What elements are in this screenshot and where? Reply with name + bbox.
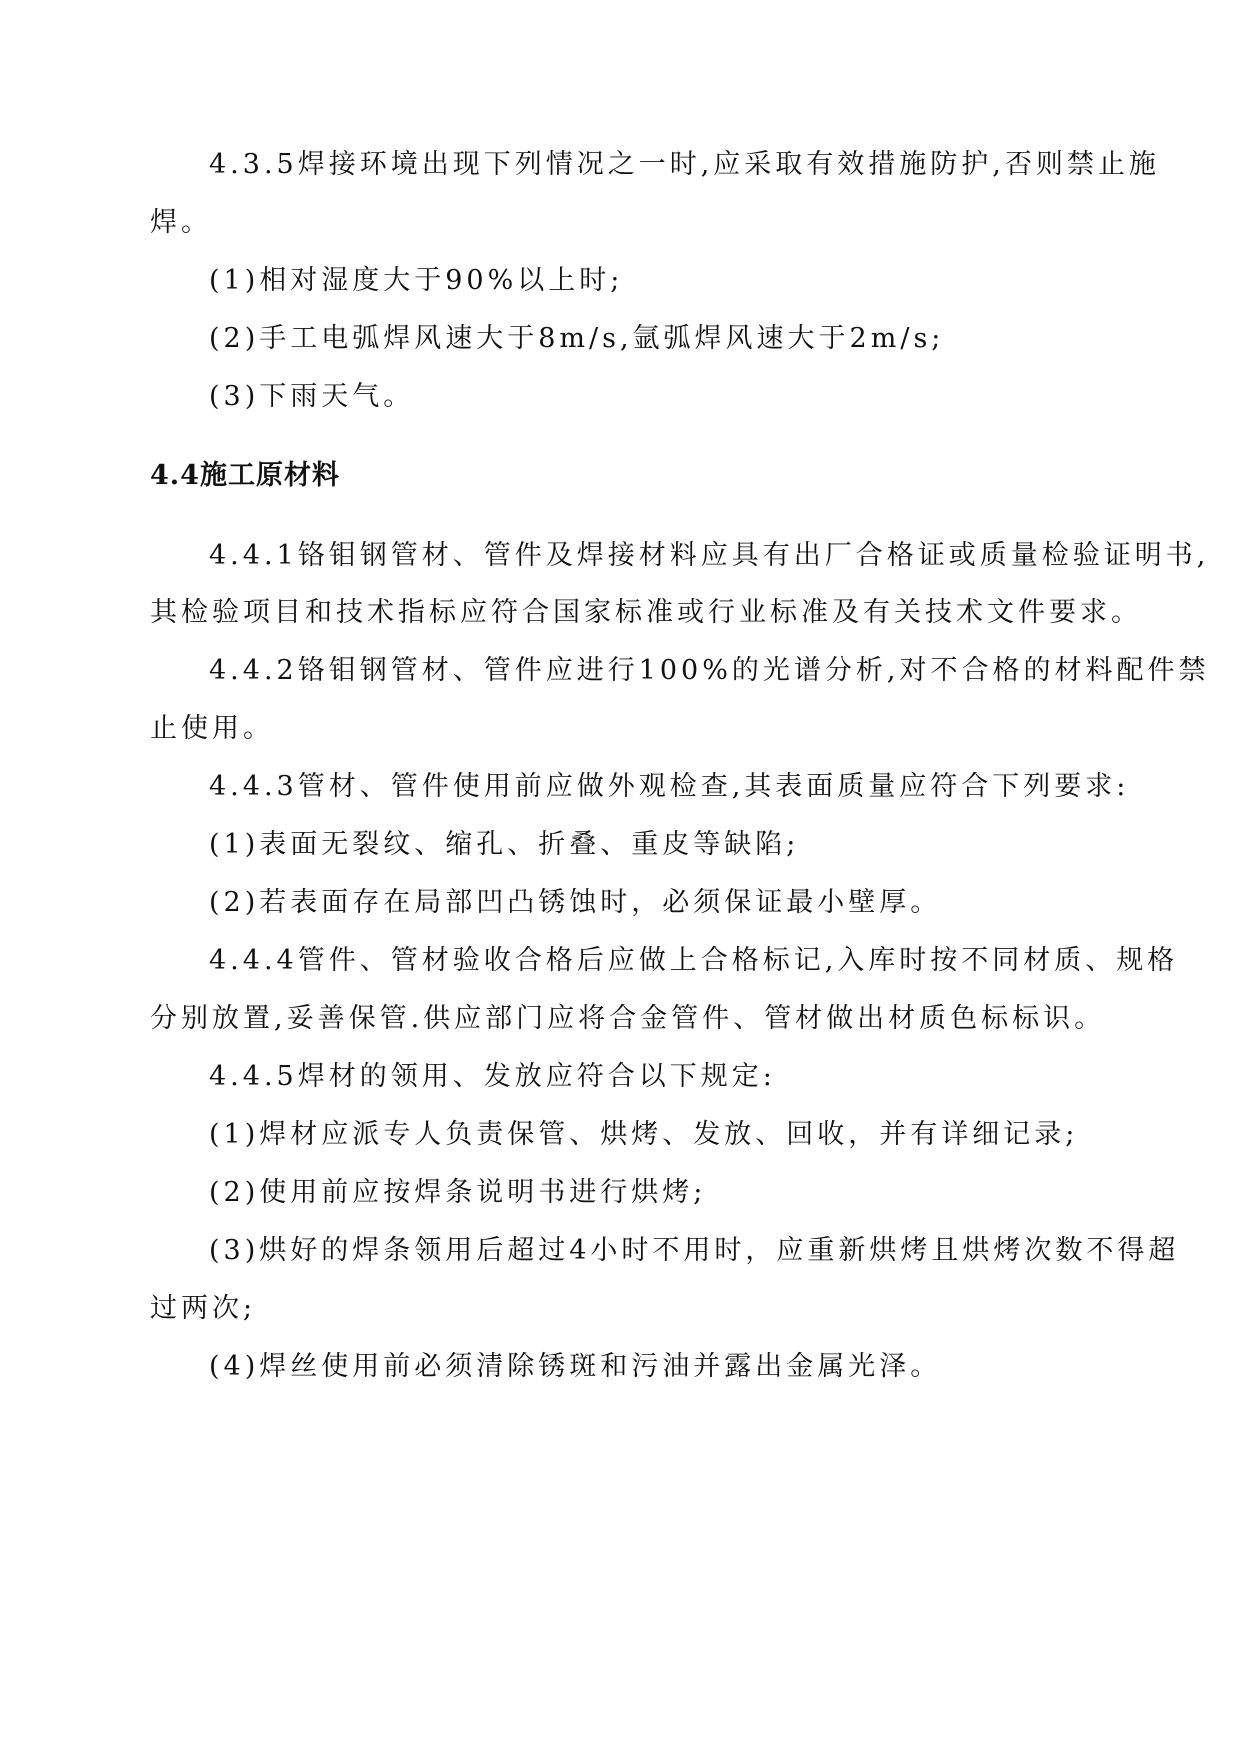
list-item-4-3-5-3: (3)下雨天气。 [209,381,415,412]
list-item-4-4-3-1: (1)表面无裂纹、缩孔、折叠、重皮等缺陷; [209,829,800,860]
section-heading-4-4: 4.4施工原材料 [150,460,340,491]
paragraph-4-4-1-line-1: 4.4.1铬钼钢管材、管件及焊接材料应具有出厂合格证或质量检验证明书, [209,540,1210,571]
list-item-4-3-5-1: (1)相对湿度大于90%以上时; [209,265,624,296]
paragraph-4-3-5-line-2: 焊。 [150,207,212,238]
paragraph-4-4-2-line-2: 止使用。 [150,713,274,744]
paragraph-4-4-1-line-2: 其检验项目和技术指标应符合国家标准或行业标准及有关技术文件要求。 [150,597,1142,628]
paragraph-4-4-3: 4.4.3管材、管件使用前应做外观检查,其表面质量应符合下列要求: [209,771,1130,802]
paragraph-4-4-4-line-2: 分别放置,妥善保管.供应部门应将合金管件、管材做出材质色标标识。 [150,1003,1106,1034]
list-item-4-4-5-1: (1)焊材应派专人负责保管、烘烤、发放、回收，并有详细记录; [209,1119,1079,1150]
list-item-4-4-5-2: (2)使用前应按焊条说明书进行烘烤; [209,1177,707,1208]
list-item-4-4-5-4: (4)焊丝使用前必须清除锈斑和污油并露出金属光泽。 [209,1351,942,1382]
paragraph-4-4-5: 4.4.5焊材的领用、发放应符合以下规定: [209,1061,776,1092]
list-item-4-4-5-3-line-1: (3)烘好的焊条领用后超过4小时不用时，应重新烘烤且烘烤次数不得超 [209,1235,1180,1266]
paragraph-4-4-2-line-1: 4.4.2铬钼钢管材、管件应进行100%的光谱分析,对不合格的材料配件禁 [209,655,1210,686]
list-item-4-4-3-2: (2)若表面存在局部凹凸锈蚀时，必须保证最小壁厚。 [209,887,942,918]
list-item-4-4-5-3-line-2: 过两次; [150,1293,257,1324]
paragraph-4-4-4-line-1: 4.4.4管件、管材验收合格后应做上合格标记,入库时按不同材质、规格 [209,945,1179,976]
paragraph-4-3-5-line-1: 4.3.5焊接环境出现下列情况之一时,应采取有效措施防护,否则禁止施 [209,149,1160,180]
list-item-4-3-5-2: (2)手工电弧焊风速大于8m/s,氩弧焊风速大于2m/s; [209,323,945,354]
